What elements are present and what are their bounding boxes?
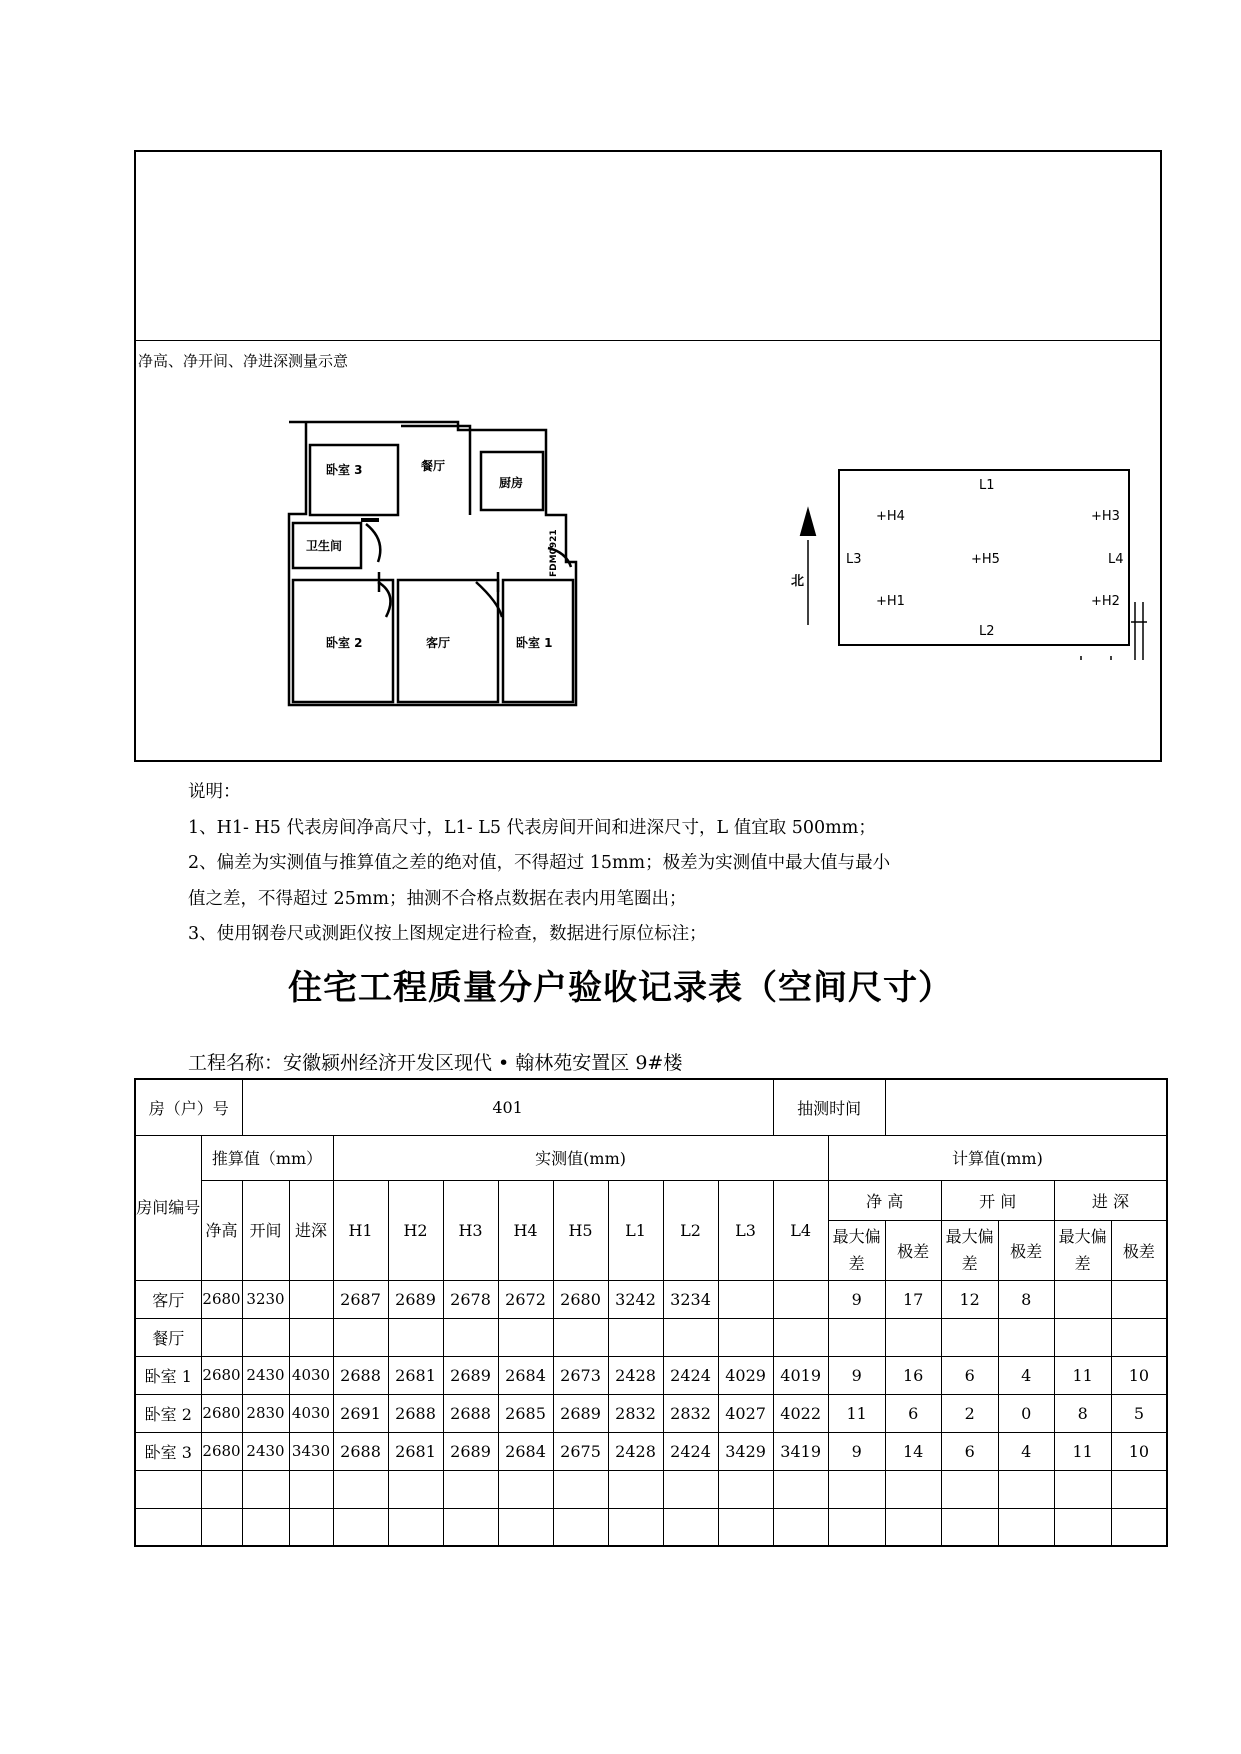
measurement-diagram [691, 460, 1161, 660]
table-cell [608, 1470, 663, 1508]
time-value[interactable] [885, 1079, 1167, 1135]
table-cell: 8 [1054, 1394, 1111, 1432]
table-cell: 2684 [498, 1432, 553, 1470]
point-H3: +H3 [1091, 509, 1120, 524]
calc-group-depth: 进 深 [1054, 1180, 1167, 1220]
table-cell: 2689 [553, 1394, 608, 1432]
calc-range: 极差 [998, 1220, 1054, 1280]
est-col-depth: 进深 [289, 1180, 333, 1280]
time-label: 抽测时间 [773, 1079, 885, 1135]
table-cell [201, 1318, 242, 1356]
calc-max-dev: 最大偏差 [941, 1220, 998, 1280]
table-cell: 2689 [388, 1280, 443, 1318]
floor-plan [286, 412, 626, 722]
table-cell [998, 1318, 1054, 1356]
table-cell: 4029 [718, 1356, 773, 1394]
table-cell: 2672 [498, 1280, 553, 1318]
room-name-cell [135, 1470, 201, 1508]
table-cell: 6 [941, 1432, 998, 1470]
table-cell: 2688 [333, 1432, 388, 1470]
table-cell [885, 1318, 941, 1356]
record-table [134, 1078, 1168, 1547]
meas-col-l1: L1 [608, 1180, 663, 1280]
point-H2: +H2 [1091, 594, 1120, 609]
table-cell: 2688 [388, 1394, 443, 1432]
table-cell: 2430 [242, 1356, 289, 1394]
table-cell [1111, 1280, 1167, 1318]
table-row [135, 1318, 1167, 1356]
table-cell [333, 1508, 388, 1546]
point-H1: +H1 [876, 594, 905, 609]
table-cell [333, 1470, 388, 1508]
table-cell [885, 1470, 941, 1508]
meas-col-h3: H3 [443, 1180, 498, 1280]
table-row [135, 1356, 1167, 1394]
table-cell [998, 1470, 1054, 1508]
table-cell [828, 1318, 885, 1356]
calc-max-dev: 最大偏差 [828, 1220, 885, 1280]
north-label: 北 [791, 574, 805, 589]
table-cell: 3230 [242, 1280, 289, 1318]
table-cell: 4027 [718, 1394, 773, 1432]
table-cell [1054, 1280, 1111, 1318]
room-name-cell: 卧室 3 [135, 1432, 201, 1470]
calc-max-dev: 最大偏差 [1054, 1220, 1111, 1280]
table-cell [289, 1508, 333, 1546]
table-cell: 2428 [608, 1356, 663, 1394]
table-cell [1111, 1318, 1167, 1356]
table-cell: 3430 [289, 1432, 333, 1470]
note-2: 2、偏差为实测值与推算值之差的绝对值，不得超过 15mm；极差为实测值中最大值与最小 [188, 853, 891, 873]
table-cell: 3419 [773, 1432, 828, 1470]
table-cell: 2678 [443, 1280, 498, 1318]
table-cell: 2685 [498, 1394, 553, 1432]
table-cell [773, 1470, 828, 1508]
table-cell: 14 [885, 1432, 941, 1470]
table-cell: 2680 [201, 1280, 242, 1318]
table-cell: 11 [1054, 1356, 1111, 1394]
table-cell: 5 [1111, 1394, 1167, 1432]
unit-label: 房（户）号 [135, 1079, 242, 1135]
table-cell: 2691 [333, 1394, 388, 1432]
table-cell [718, 1318, 773, 1356]
est-col-height: 净高 [201, 1180, 242, 1280]
table-cell: 4030 [289, 1394, 333, 1432]
point-L1: L1 [979, 478, 995, 493]
table-cell: 2 [941, 1394, 998, 1432]
table-cell: 4 [998, 1432, 1054, 1470]
point-L3: L3 [846, 552, 862, 567]
table-cell: 2681 [388, 1356, 443, 1394]
table-cell: 2680 [201, 1356, 242, 1394]
table-row [135, 1432, 1167, 1470]
project-name: 工程名称：安徽颍州经济开发区现代 • 翰林苑安置区 9#楼 [188, 1052, 683, 1074]
table-cell: 8 [998, 1280, 1054, 1318]
table-row [135, 1470, 1167, 1508]
meas-col-l2: L2 [663, 1180, 718, 1280]
table-cell [718, 1470, 773, 1508]
table-cell: 3242 [608, 1280, 663, 1318]
page-title: 住宅工程质量分户验收记录表（空间尺寸） [288, 968, 953, 1008]
table-cell [388, 1318, 443, 1356]
calc-range: 极差 [1111, 1220, 1167, 1280]
table-cell: 2830 [242, 1394, 289, 1432]
table-cell: 2681 [388, 1432, 443, 1470]
table-cell: 16 [885, 1356, 941, 1394]
table-cell: 2688 [333, 1356, 388, 1394]
table-cell: 2684 [498, 1356, 553, 1394]
diagram-frame [134, 150, 1162, 762]
table-cell [443, 1508, 498, 1546]
table-cell [1054, 1508, 1111, 1546]
table-cell: 0 [998, 1394, 1054, 1432]
table-cell [941, 1470, 998, 1508]
table-cell [608, 1508, 663, 1546]
table-cell: 4022 [773, 1394, 828, 1432]
room-bedroom3: 卧室 3 [326, 463, 363, 477]
table-cell [388, 1508, 443, 1546]
table-cell: 3234 [663, 1280, 718, 1318]
table-cell: 2832 [608, 1394, 663, 1432]
estimated-header: 推算值（mm） [201, 1135, 333, 1180]
table-cell [828, 1508, 885, 1546]
table-cell [773, 1318, 828, 1356]
table-cell [608, 1318, 663, 1356]
table-row [135, 1508, 1167, 1546]
meas-col-h1: H1 [333, 1180, 388, 1280]
room-dining: 餐厅 [421, 459, 446, 473]
blank-area [136, 152, 1160, 341]
table-cell [828, 1470, 885, 1508]
table-row [135, 1280, 1167, 1318]
table-cell: 9 [828, 1280, 885, 1318]
room-bedroom1: 卧室 1 [516, 636, 553, 650]
calculated-header: 计算值(mm) [828, 1135, 1167, 1180]
meas-col-h5: H5 [553, 1180, 608, 1280]
table-cell: 10 [1111, 1432, 1167, 1470]
door-label: FDM0921 [549, 529, 559, 577]
table-cell [941, 1508, 998, 1546]
table-cell: 4030 [289, 1356, 333, 1394]
table-cell [388, 1470, 443, 1508]
room-name-cell [135, 1508, 201, 1546]
note-1: 1、H1- H5 代表房间净高尺寸，L1- L5 代表房间开间和进深尺寸，L 值宜取 500mm； [188, 817, 876, 838]
table-cell [941, 1318, 998, 1356]
table-cell: 6 [941, 1356, 998, 1394]
point-H4: +H4 [876, 509, 905, 524]
table-cell [773, 1508, 828, 1546]
table-cell: 11 [1054, 1432, 1111, 1470]
room-name-cell: 客厅 [135, 1280, 201, 1318]
notes [188, 775, 890, 953]
table-cell: 2430 [242, 1432, 289, 1470]
table-cell [718, 1280, 773, 1318]
table-cell [1111, 1508, 1167, 1546]
est-col-width: 开间 [242, 1180, 289, 1280]
table-cell [718, 1508, 773, 1546]
table-cell: 2688 [443, 1394, 498, 1432]
table-cell [201, 1508, 242, 1546]
room-bedroom2: 卧室 2 [326, 636, 363, 650]
table-cell [553, 1470, 608, 1508]
table-cell [663, 1318, 718, 1356]
meas-col-l3: L3 [718, 1180, 773, 1280]
calc-group-width: 开 间 [941, 1180, 1054, 1220]
note-2-cont: 值之差，不得超过 25mm；抽测不合格点数据在表内用笔圈出； [188, 888, 687, 909]
table-row [135, 1394, 1167, 1432]
table-cell: 2680 [201, 1432, 242, 1470]
table-cell [1054, 1470, 1111, 1508]
diagram-caption: 净高、净开间、净进深测量示意 [138, 352, 349, 370]
table-cell: 2832 [663, 1394, 718, 1432]
room-name-cell: 卧室 2 [135, 1394, 201, 1432]
table-cell [998, 1508, 1054, 1546]
table-cell [289, 1280, 333, 1318]
point-L2: L2 [979, 624, 995, 639]
room-living: 客厅 [426, 636, 451, 650]
table-cell [773, 1280, 828, 1318]
calc-group-height: 净 高 [828, 1180, 941, 1220]
notes-heading: 说明： [188, 782, 241, 802]
table-cell [498, 1318, 553, 1356]
table-cell [289, 1318, 333, 1356]
meas-col-l4: L4 [773, 1180, 828, 1280]
table-cell [333, 1318, 388, 1356]
table-cell: 11 [828, 1394, 885, 1432]
table-cell: 2675 [553, 1432, 608, 1470]
room-name-cell: 卧室 1 [135, 1356, 201, 1394]
room-bathroom: 卫生间 [306, 539, 343, 553]
table-cell [443, 1470, 498, 1508]
table-cell: 4019 [773, 1356, 828, 1394]
table-cell [1111, 1470, 1167, 1508]
room-no-header: 房间编号 [135, 1135, 201, 1280]
measured-header: 实测值(mm) [333, 1135, 828, 1180]
table-cell [498, 1508, 553, 1546]
table-cell [289, 1470, 333, 1508]
table-cell: 17 [885, 1280, 941, 1318]
table-cell [553, 1318, 608, 1356]
table-cell: 2673 [553, 1356, 608, 1394]
table-cell: 2680 [553, 1280, 608, 1318]
table-cell [443, 1318, 498, 1356]
table-cell: 2687 [333, 1280, 388, 1318]
table-cell [201, 1470, 242, 1508]
calc-range: 极差 [885, 1220, 941, 1280]
table-cell: 2680 [201, 1394, 242, 1432]
table-cell [242, 1508, 289, 1546]
table-cell: 2689 [443, 1356, 498, 1394]
table-cell [663, 1470, 718, 1508]
table-cell [885, 1508, 941, 1546]
table-cell [1054, 1318, 1111, 1356]
table-cell [663, 1508, 718, 1546]
note-3: 3、使用钢卷尺或测距仪按上图规定进行检查，数据进行原位标注； [188, 924, 707, 944]
table-cell: 3429 [718, 1432, 773, 1470]
unit-value: 401 [242, 1079, 773, 1135]
table-cell: 9 [828, 1432, 885, 1470]
table-cell: 2428 [608, 1432, 663, 1470]
table-cell: 10 [1111, 1356, 1167, 1394]
point-L4: L4 [1108, 552, 1124, 567]
table-cell [242, 1318, 289, 1356]
table-cell: 12 [941, 1280, 998, 1318]
meas-col-h4: H4 [498, 1180, 553, 1280]
table-cell [498, 1470, 553, 1508]
table-cell: 2424 [663, 1432, 718, 1470]
room-name-cell: 餐厅 [135, 1318, 201, 1356]
table-cell: 2424 [663, 1356, 718, 1394]
table-cell: 4 [998, 1356, 1054, 1394]
table-cell: 6 [885, 1394, 941, 1432]
point-H5: +H5 [971, 552, 1000, 567]
meas-col-h2: H2 [388, 1180, 443, 1280]
room-kitchen: 厨房 [499, 476, 524, 490]
table-cell [553, 1508, 608, 1546]
table-cell: 9 [828, 1356, 885, 1394]
table-cell: 2689 [443, 1432, 498, 1470]
table-cell [242, 1470, 289, 1508]
